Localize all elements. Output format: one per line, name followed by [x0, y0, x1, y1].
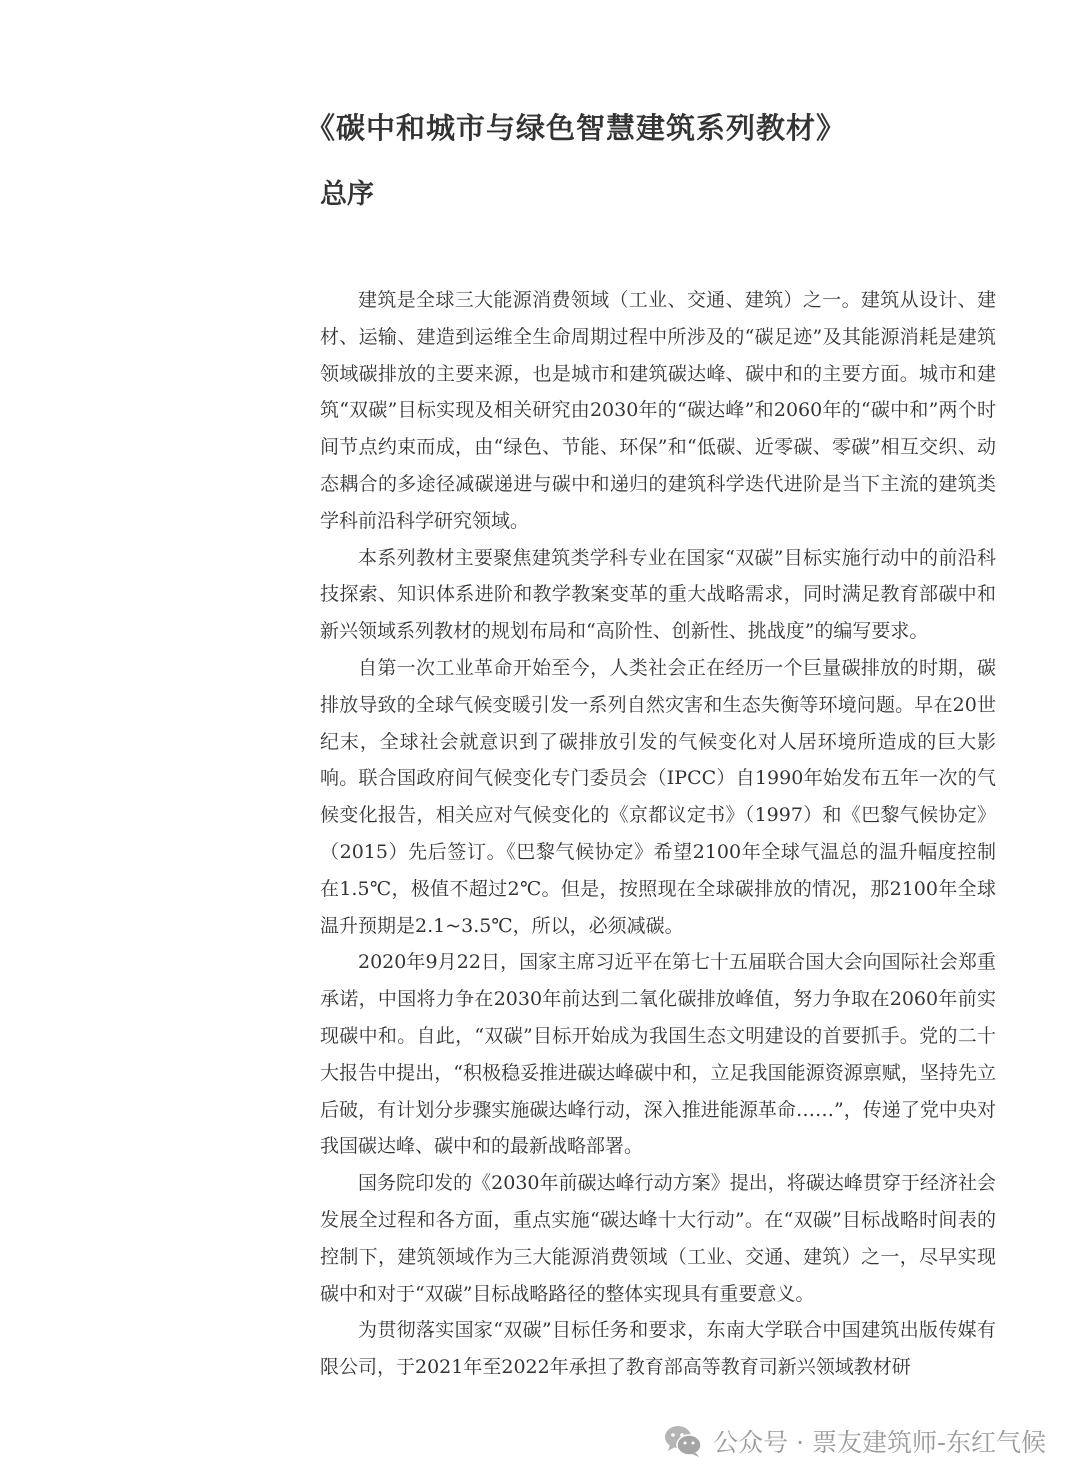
paragraph: 本系列教材主要聚焦建筑类学科专业在国家“双碳”目标实施行动中的前沿科技探索、知识体系进阶和教学教案变革的重大战略需求，同时满足教育部碳中和新兴领域系列教材的规划布局和“高阶性、创新性、挑战度”的编写要求。 [320, 546, 996, 643]
paragraph: 国务院印发的《2030年前碳达峰行动方案》提出，将碳达峰贯穿于经济社会发展全过程和各方面，重点实施“碳达峰十大行动”。在“双碳”目标战略时间表的控制下，建筑领域作为三大能源消费领域（工业、交通、建筑）之一，尽早实现碳中和对于“双碳”目标战略路径的整体实现具有重要意义。 [320, 1172, 996, 1305]
watermark [663, 1421, 1046, 1461]
paragraph: 自第一次工业革命开始至今，人类社会正在经历一个巨量碳排放的时期，碳排放导致的全球气候变暖引发一系列自然灾害和生态失衡等环境问题。早在20世纪末，全球社会就意识到了碳排放引发的气候变化对人居环境所造成的巨大影响。联合国政府间气候变化专门委员会（IPCC）自1990年始发布五年一次的气候变化报告，相关应对气候变化的《京都议定书》（1997）和《巴黎气候协定》（2015）先后签订。《巴黎气候协定》希望2100年全球气温总的温升幅度控制在1.5℃，极值不超过2℃。但是，按照现在全球碳排放的情况，那2100年全球温升预期是2.1~3.5℃，所以，必须减碳。 [320, 656, 996, 937]
book-title: 《碳中和城市与绿色智慧建筑系列教材》 [306, 111, 847, 145]
paragraph: 2020年9月22日，国家主席习近平在第七十五届联合国大会向国际社会郑重承诺，中国将力争在2030年前达到二氧化碳排放峰值，努力争取在2060年前实现碳中和。自此，“双碳”目标开始成为我国生态文明建设的首要抓手。党的二十大报告中提出，“积极稳妥推进碳达峰碳中和，立足我国能源资源禀赋，坚持先立后破，有计划分步骤实施碳达峰行动，深入推进能源革命……”，传递了党中央对我国碳达峰、碳中和的最新战略部署。 [320, 951, 996, 1158]
paragraph: 建筑是全球三大能源消费领域（工业、交通、建筑）之一。建筑从设计、建材、运输、建造到运维全生命周期过程中所涉及的“碳足迹”及其能源消耗是建筑领域碳排放的主要来源，也是城市和建筑碳达峰、碳中和的主要方面。城市和建筑“双碳”目标实现及相关研究由2030年的“碳达峰”和2060年的“碳中和”两个时间节点约束而成，由“绿色、节能、环保”和“低碳、近零碳、零碳”相互交织、动态耦合的多途径减碳递进与碳中和递归的建筑科学迭代进阶是当下主流的建筑类学科前沿科学研究领域。 [320, 289, 996, 532]
section-title: 总序 [320, 179, 374, 210]
wechat-icon [663, 1424, 703, 1458]
watermark-text: 公众号 · 票友建筑师-东红气候 [713, 1428, 1046, 1457]
body-text [320, 282, 996, 1386]
paragraph: 为贯彻落实国家“双碳”目标任务和要求，东南大学联合中国建筑出版传媒有限公司，于2021年至2022年承担了教育部高等教育司新兴领域教材研 [320, 1319, 996, 1379]
